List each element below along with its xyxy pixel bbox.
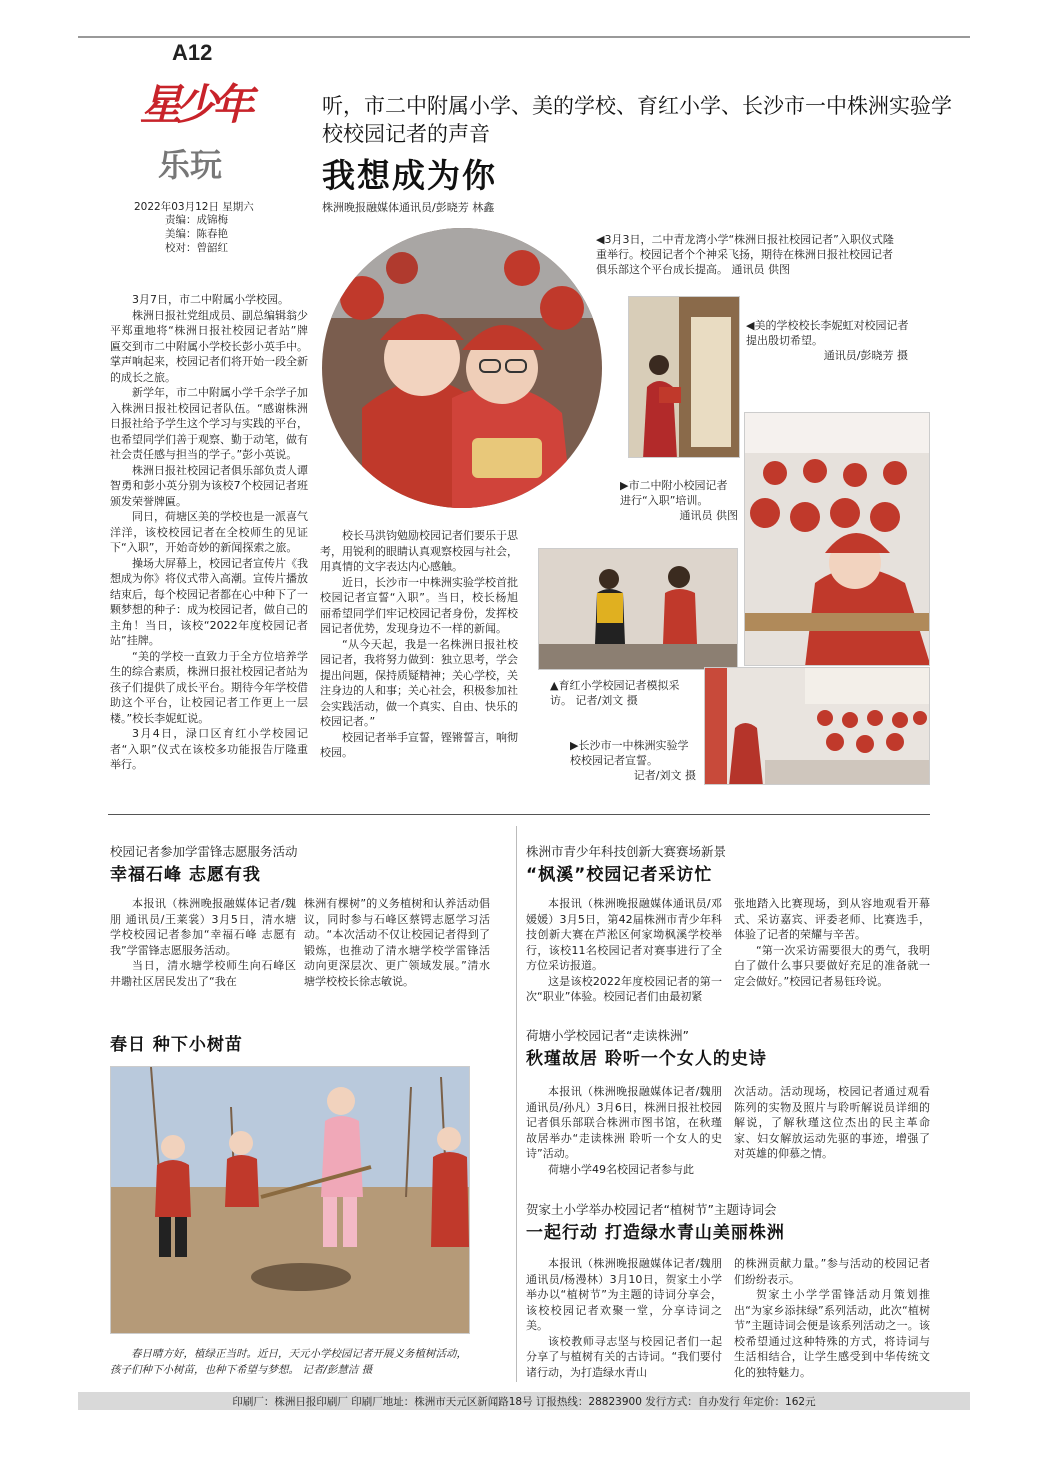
paragraph: 近日，长沙市一中株洲实验学校首批校园记者宣誓“入职”。当日，校长杨旭丽希望同学们牢记校园记者身份，发挥校园记者优势，发现身边不一样的新闻。 [320,575,518,635]
caption-text: ◀美的学校校长李妮虹对校园记者提出殷切希望。 [746,319,909,347]
caption-text: ▶市二中附小校园记者进行“入职”培训。 [620,479,728,507]
section-name: 乐玩 [158,146,223,184]
caption-erzhong-training [620,478,738,523]
paragraph: 这是该校2022年度校园记者的第一次“职业”体验。校园记者们由最初紧 [526,974,722,1003]
paragraph: “第一次采访需要很大的勇气，我明白了做什么事只要做好充足的准备就一定会做好。”校园记者易钰玲说。 [734,943,930,988]
paragraph: 张地踏入比赛现场，到从容地观看开幕式、采访嘉宾、评委老师、比赛选手，体验了记者的荣耀与辛苦。 [734,897,930,941]
top-rule [78,36,970,38]
paragraph: 次活动。活动现场，校园记者通过观看陈列的实物及照片与聆听解说员详细的解说，了解秋瑾这位杰出的民主革命家、妇女解放运动先驱的事迹，增强了对英雄的仰慕之情。 [734,1085,930,1160]
column-divider [516,826,517,1382]
photo-mock-interview [538,548,738,670]
paragraph: 株洲有棵树”的义务植树和认养活动倡议，同时参与石峰区蔡锷志愿学习活动。“本次活动不仅让校园记者得到了锻炼，也推动了清水塘学校学雷锋活动向更深层次、更广领域发展。”清水塘学校校长徐志敏说。 [304,897,490,988]
paragraph: 本报讯（株洲晚报融媒体通讯员/邓媛媛）3月5日，第42届株洲市青少年科技创新大赛在芦淞区何家坳枫溪学校举行，该校11名校园记者对赛事进行了全方位采访报道。 [526,897,722,972]
photo-oath-ceremony [704,667,930,785]
paragraph: 当日，清水塘学校师生向石峰区井墈社区居民发出了“我在 [110,959,296,988]
caption-credit: 通讯员 供图 [679,509,738,522]
story4-kicker: 荷塘小学校园记者“走读株洲” [526,1028,689,1043]
caption-text: ▶长沙市一中株洲实验学校校园记者宣誓。 [570,739,689,767]
story5-kicker: 贺家土小学举办校园记者“植树节”主题诗词会 [526,1202,777,1217]
paragraph: 荷塘小学49名校园记者参与此 [548,1162,694,1176]
footer-print-info: 印刷厂：株洲日报印刷厂 印刷厂地址：株洲市天元区新闻路18号 订报热线：28823900 发行方式：自办发行 年定价：162元 [232,1396,816,1408]
paragraph: 株洲日报社校园记者俱乐部负责人谭智勇和彭小英分别为该校7个校园记者班颁发荣誉牌匾。 [110,463,308,508]
caption-meide-principal [746,318,916,363]
lead-body-column-2 [320,528,518,761]
caption-credit: 记者/刘文 摄 [633,769,696,782]
paragraph: “美的学校一直致力于全方位培养学生的综合素质，株洲日报社校园记者站为孩子们提供了成长平台。期待今年学校借助这个平台，让校园记者工作更上一层楼。”校长李妮虹说。 [110,649,308,725]
story1-column-1 [110,896,296,989]
story4-column-2 [734,1084,930,1162]
caption-qinglongwan: ◀3月3日，二中青龙湾小学“株洲日报社校园记者”入职仪式隆重举行。校园记者个个神采飞扬，期待在株洲日报社校园记者俱乐部这个平台成长提高。 通讯员 供图 [596,233,894,276]
editor-line: 美编：陈春艳 [165,228,228,240]
photo-tree-planting [110,1066,470,1334]
story3-kicker: 株洲市青少年科技创新大赛赛场新景 [526,844,727,859]
issue-date: 2022年03月12日 星期六 [134,201,254,213]
story5-column-2 [734,1256,930,1380]
logo-star-youth: 星少年 [140,80,249,129]
page-number: A12 [172,40,213,65]
paragraph: 株洲日报社党组成员、副总编辑翁少平郑重地将“株洲日报社校园记者站”牌匾交到市二中附属小学校长彭小英手中。掌声响起来，校园记者们将开始一段全新的成长之旅。 [110,308,308,384]
photo-reporters-circle [322,228,602,508]
paragraph: 3月4日，渌口区育红小学校园记者“入职”仪式在该校多功能报告厅隆重举行。 [110,727,308,771]
photo-training-classroom [744,412,930,666]
paragraph: 本报讯（株洲晚报融媒体记者/魏朋 通讯员/王莱裳）3月5日，清水塘学校校园记者参加“幸福石峰 志愿有我”学雷锋志愿服务活动。 [110,897,296,957]
story3-column-2 [734,896,930,989]
story1-column-2 [304,896,490,989]
story2-title: 春日 种下小树苗 [110,1035,243,1055]
story4-title: 秋瑾故居 聆听一个女人的史诗 [526,1049,767,1069]
paragraph: 本报讯（株洲晚报融媒体记者/魏朋 通讯员/孙凡）3月6日，株洲日报社校园记者俱乐部联合株洲市图书馆，在秋瑾故居举办“走读株洲 聆听一个女人的史诗”活动。 [526,1085,722,1160]
story5-column-1 [526,1256,722,1380]
paragraph: 校园记者举手宣誓，铿锵誓言，响彻校园。 [320,730,518,759]
paragraph: 操场大屏幕上，校园记者宣传片《我想成为你》将仪式带入高潮。宣传片播放结束后，每个校园记者都在心中种下了一颗梦想的种子：成为校园记者，做自己的主角！当日，该校“2022年度校园记者站”挂牌。 [110,556,308,647]
caption-changsha-oath [570,738,696,783]
caption-credit: 通讯员/彭晓芳 摄 [823,349,908,362]
paragraph: 3月7日，市二中附属小学校园。 [132,293,289,306]
paragraph: 新学年，市二中附属小学千余学子加入株洲日报社校园记者队伍。“感谢株洲日报社给予学生这个学习与实践的平台，也希望同学们善于观察、勤于动笔，做有社会责任感与担当的学子。”彭小英说。 [110,386,308,461]
lead-kicker: 听，市二中附属小学、美的学校、育红小学、长沙市一中株洲实验学校校园记者的声音 [322,94,952,146]
paragraph: 贺家土小学学雷锋活动月策划推出“为家乡添抹绿”系列活动，此次“植树节”主题诗词会便是该系列活动之一。该校希望通过这种特殊的方式，将诗词与生活相结合，让学生感受到中华传统文化的独特魅力。 [734,1288,930,1379]
paragraph: 同日，荷塘区美的学校也是一派喜气洋洋，该校校园记者在全校师生的见证下“入职”，开始奇妙的新闻探索之旅。 [110,510,308,554]
story5-title: 一起行动 打造绿水青山美丽株洲 [526,1223,785,1243]
lead-body-column-1 [110,292,308,773]
story1-kicker: 校园记者参加学雷锋志愿服务活动 [110,844,298,859]
lead-title: 我想成为你 [322,156,497,195]
paragraph: 该校教师寻志坚与校园记者们一起分享了与植树有关的古诗词。“我们要付诸行动，为打造绿水青山 [526,1334,722,1379]
story3-column-1 [526,896,722,1005]
paragraph: 本报讯（株洲晚报融媒体记者/魏朋 通讯员/杨漫林）3月10日，贺家土小学举办以“植树节”为主题的诗词分享会，该校校园记者欢聚一堂，分享诗词之美。 [526,1257,722,1332]
story4-column-1 [526,1084,722,1177]
story2-caption: 春日晴方好，植绿正当时。近日，天元小学校园记者开展义务植树活动，孩子们种下小树苗，也种下希望与梦想。 记者/彭慧洁 摄 [110,1348,467,1376]
paragraph: “从今天起，我是一名株洲日报社校园记者，我将努力做到：独立思考，学会提出问题，保持质疑精神；关心学校，关注身边的人和事；关心社会，积极参加社会实践活动，做一个真实、自由、快乐的校园记者。” [320,637,518,728]
editor-line: 责编：成锦梅 [165,214,228,226]
lead-byline: 株洲晚报融媒体通讯员/彭晓芳 林鑫 [322,201,495,214]
editor-line: 校对：曾韶红 [165,242,228,254]
paragraph: 校长马洪钧勉励校园记者们要乐于思考，用锐利的眼睛认真观察校园与社会，用真情的文字表达内心感触。 [320,529,518,573]
paragraph: 的株洲贡献力量。”参与活动的校园记者们纷纷表示。 [734,1257,930,1286]
editor-list [165,213,228,255]
story1-title: 幸福石峰 志愿有我 [110,865,261,885]
photo-principal-speech [628,296,740,458]
section-divider [108,814,930,815]
story3-title: “枫溪”校园记者采访忙 [526,865,713,885]
caption-yuhong-interview: ▲育红小学校园记者模拟采访。 记者/刘文 摄 [550,679,680,707]
